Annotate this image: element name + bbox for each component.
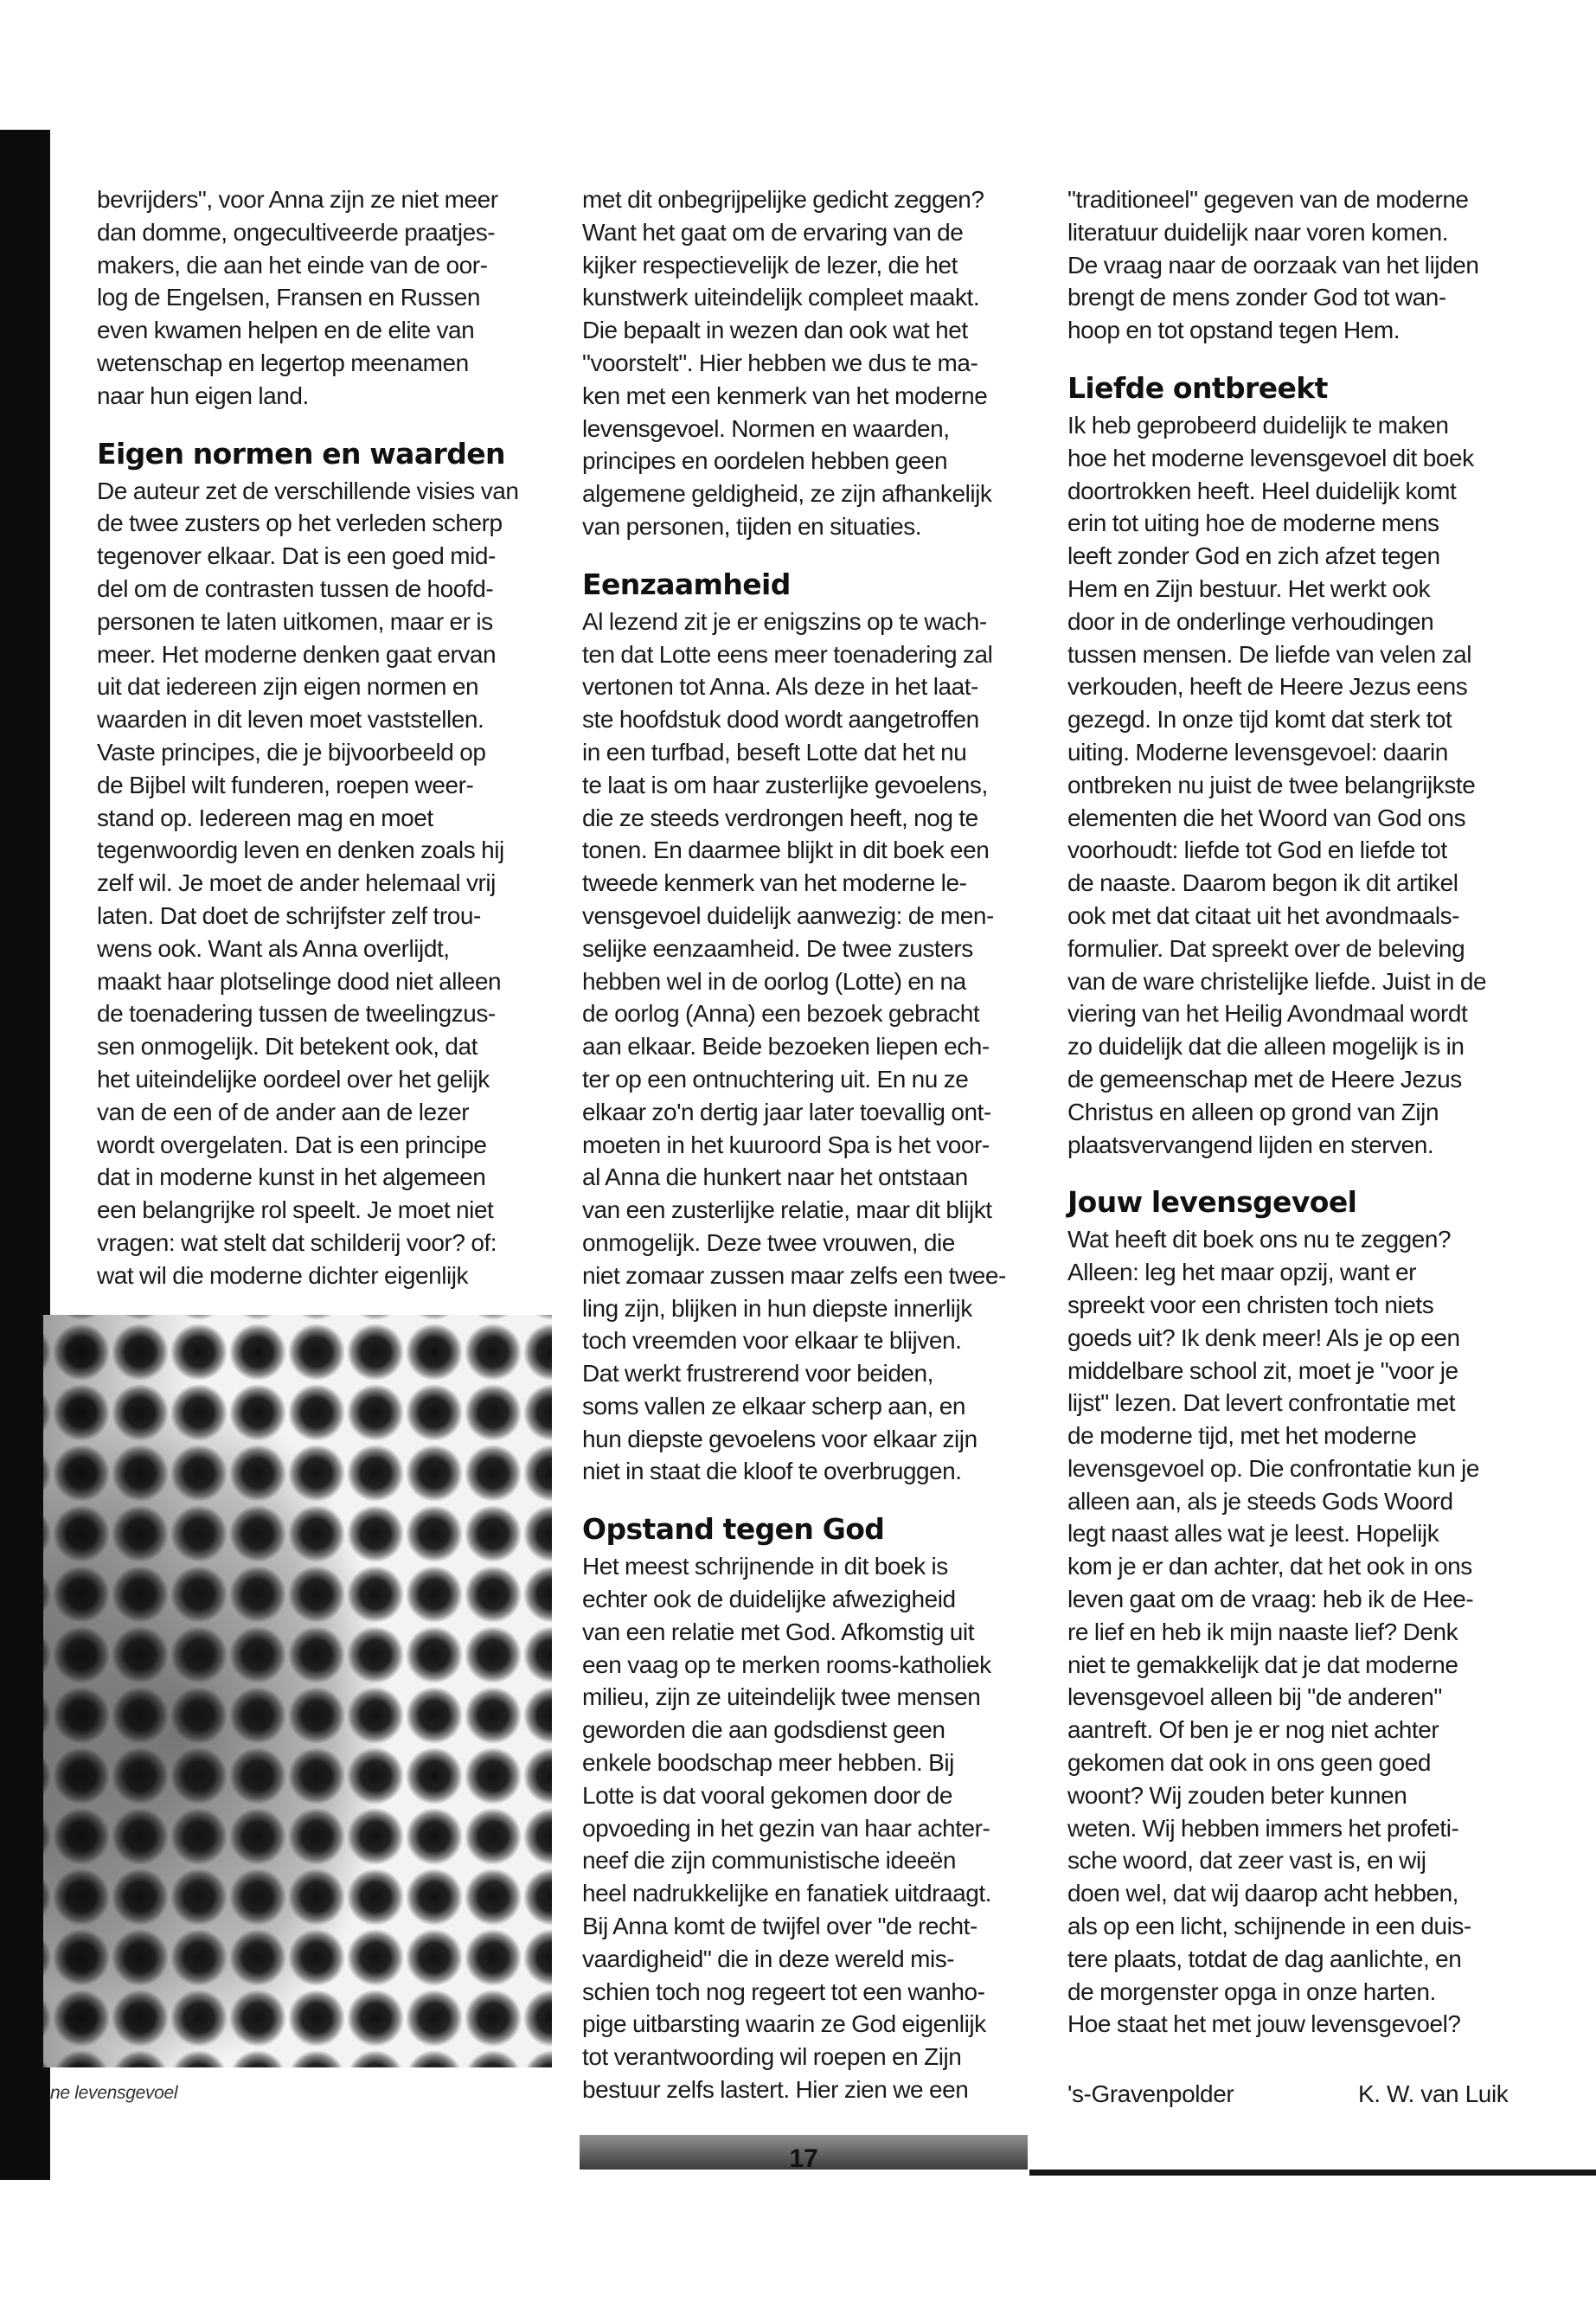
paragraph bbox=[97, 475, 547, 1292]
section-heading: Eigen normen en waarden bbox=[97, 436, 505, 471]
text-line: wens ook. Want als Anna overlijdt, bbox=[97, 934, 450, 962]
text-line: ter op een ontnuchtering uit. En nu ze bbox=[582, 1065, 969, 1093]
text-line: naar hun eigen land. bbox=[97, 381, 309, 409]
text-line: gekomen dat ook in ons geen goed bbox=[1067, 1749, 1432, 1777]
text-line: vaardigheid" die in deze wereld mis- bbox=[582, 1945, 955, 1972]
text-line: viering van het Heilig Avondmaal wordt bbox=[1067, 1000, 1468, 1028]
text-line: alleen aan, als je steeds Gods Woord bbox=[1067, 1487, 1453, 1515]
article-column-1 bbox=[97, 183, 547, 1292]
text-line: Vaste principes, die je bijvoorbeeld op bbox=[97, 738, 486, 766]
text-line: ling zijn, blijken in hun diepste innerlijk bbox=[582, 1294, 972, 1322]
text-line: elkaar zo'n dertig jaar later toevallig ont- bbox=[582, 1098, 991, 1125]
text-line: middelbare school zit, moet je "voor je bbox=[1067, 1356, 1458, 1384]
text-line: hoop en tot opstand tegen Hem. bbox=[1067, 317, 1401, 344]
text-line: tweede kenmerk van het moderne le- bbox=[582, 869, 967, 897]
text-line: even kwamen helpen en de elite van bbox=[97, 317, 475, 344]
text-line: Wat heeft dit boek ons nu te zeggen? bbox=[1067, 1226, 1452, 1253]
text-line: personen te laten uitkomen, maar er is bbox=[97, 607, 493, 635]
text-line: echter ook de duidelijke afwezigheid bbox=[582, 1586, 956, 1613]
text-line: zo duidelijk dat die alleen mogelijk is in bbox=[1067, 1033, 1465, 1061]
text-line: zelf wil. Je moet de ander helemaal vrij bbox=[97, 869, 496, 897]
text-line: sen onmogelijk. Dit betekent ook, dat bbox=[97, 1033, 478, 1061]
text-line: al Anna die hunkert naar het ontstaan bbox=[582, 1163, 968, 1191]
text-line: Het meest schrijnende in dit boek is bbox=[582, 1553, 948, 1580]
text-line: bestuur zelfs lastert. Hier zien we een bbox=[582, 2076, 969, 2104]
paragraph bbox=[1067, 1223, 1522, 2041]
text-line: aantreft. Of ben je er nog niet achter bbox=[1067, 1716, 1439, 1744]
text-line: weten. Wij hebben immers het profeti- bbox=[1067, 1814, 1459, 1842]
paragraph bbox=[1067, 409, 1522, 1161]
text-line: meer. Het moderne denken gaat ervan bbox=[97, 640, 497, 668]
text-line: levensgevoel op. Die confrontatie kun je bbox=[1067, 1454, 1480, 1482]
text-line: tonen. En daarmee blijkt in dit boek een bbox=[582, 836, 990, 864]
text-line: levensgevoel. Normen en waarden, bbox=[582, 414, 950, 442]
paragraph bbox=[582, 1550, 1034, 2106]
text-line: de Bijbel wilt funderen, roepen weer- bbox=[97, 771, 474, 798]
text-line: niet in staat die kloof te overbruggen. bbox=[582, 1458, 962, 1485]
text-line: Ik heb geprobeerd duidelijk te maken bbox=[1067, 411, 1449, 439]
text-line: Hem en Zijn bestuur. Het werkt ook bbox=[1067, 574, 1430, 602]
text-line: doen wel, dat wij daarop acht hebben, bbox=[1067, 1880, 1459, 1907]
text-line: als op een licht, schijnende in een duis- bbox=[1067, 1913, 1471, 1940]
text-line: Hoe staat het met jouw levensgevoel? bbox=[1067, 2010, 1461, 2038]
text-line: met dit onbegrijpelijke gedicht zeggen? bbox=[582, 186, 984, 213]
text-line: de gemeenschap met de Heere Jezus bbox=[1067, 1065, 1462, 1093]
page-number-bar bbox=[580, 2135, 1028, 2173]
text-line: Die bepaalt in wezen dan ook wat het bbox=[582, 317, 968, 344]
text-line: de naaste. Daarom begon ik dit artikel bbox=[1067, 869, 1458, 897]
halftone-shading bbox=[43, 1315, 552, 2067]
text-line: plaatsvervangend lijden en sterven. bbox=[1067, 1131, 1434, 1158]
signature-author: K. W. van Luik bbox=[1358, 2080, 1509, 2107]
text-line: del om de contrasten tussen de hoofd- bbox=[97, 574, 494, 602]
signature-place: 's-Gravenpolder bbox=[1067, 2080, 1234, 2107]
text-line: opvoeding in het gezin van haar achter- bbox=[582, 1814, 990, 1842]
text-line: goeds uit? Ik denk meer! Als je op een bbox=[1067, 1324, 1460, 1351]
text-line: schien toch nog regeert tot een wanho- bbox=[582, 1977, 985, 2005]
text-line: pige uitbarsting waarin ze God eigenlijk bbox=[582, 2010, 986, 2038]
text-line: voorhoudt: liefde tot God en liefde tot bbox=[1067, 836, 1447, 864]
text-line: de moderne tijd, met het moderne bbox=[1067, 1422, 1417, 1450]
text-line: sche woord, dat zeer vast is, en wij bbox=[1067, 1847, 1426, 1875]
text-line: verkouden, heeft de Heere Jezus eens bbox=[1067, 673, 1468, 701]
text-line: moeten in het kuuroord Spa is het voor- bbox=[582, 1131, 990, 1158]
text-line: tegenwoordig leven en denken zoals hij bbox=[97, 836, 504, 864]
paragraph bbox=[582, 606, 1034, 1489]
text-line: stand op. Iedereen mag en moet bbox=[97, 804, 433, 831]
section-heading: Opstand tegen God bbox=[582, 1512, 885, 1547]
text-line: Dat werkt frustrerend voor beiden, bbox=[582, 1360, 934, 1388]
text-line: laten. Dat doet de schrijfster zelf trou- bbox=[97, 901, 481, 929]
text-line: "voorstelt". Hier hebben we dus te ma- bbox=[582, 349, 978, 376]
text-line: literatuur duidelijk naar voren komen. bbox=[1067, 218, 1449, 246]
text-line: vertonen tot Anna. Als deze in het laat- bbox=[582, 673, 978, 701]
text-line: wordt overgelaten. Dat is een principe bbox=[97, 1131, 487, 1158]
text-line: leven gaat om de vraag: heb ik de Hee- bbox=[1067, 1586, 1474, 1613]
text-line: tere plaats, totdat de dag aanlichte, en bbox=[1067, 1945, 1462, 1972]
text-line: van de ware christelijke liefde. Juist in de bbox=[1067, 967, 1487, 995]
text-line: neef die zijn communistische ideeën bbox=[582, 1847, 957, 1875]
illustration-caption: ne levensgevoel bbox=[50, 2083, 178, 2103]
text-line: uit dat iedereen zijn eigen normen en bbox=[97, 673, 479, 701]
paragraph bbox=[582, 183, 1034, 543]
text-line: van personen, tijden en situaties. bbox=[582, 512, 922, 540]
text-line: ontbreken nu juist de twee belangrijkste bbox=[1067, 771, 1476, 798]
text-line: De auteur zet de verschillende visies van bbox=[97, 477, 519, 504]
text-line: Christus en alleen op grond van Zijn bbox=[1067, 1098, 1439, 1125]
text-line: hun diepste gevoelens voor elkaar zijn bbox=[582, 1425, 977, 1452]
section-heading: Jouw levensgevoel bbox=[1067, 1185, 1357, 1220]
text-line: hebben wel in de oorlog (Lotte) en na bbox=[582, 967, 966, 995]
text-line: kunstwerk uiteindelijk compleet maakt. bbox=[582, 284, 980, 311]
text-line: ten dat Lotte eens meer toenadering zal bbox=[582, 640, 993, 668]
text-line: geworden die aan godsdienst geen bbox=[582, 1716, 945, 1744]
article-column-3 bbox=[1067, 183, 1522, 2041]
text-line: dat in moderne kunst in het algemeen bbox=[97, 1163, 486, 1191]
text-line: het uiteindelijke oordeel over het gelijk bbox=[97, 1065, 490, 1093]
text-line: "traditioneel" gegeven van de moderne bbox=[1067, 186, 1469, 213]
text-line: ste hoofdstuk dood wordt aangetroffen bbox=[582, 706, 979, 734]
text-line: kom je er dan achter, dat het ook in ons bbox=[1067, 1553, 1472, 1580]
text-line: vragen: wat stelt dat schilderij voor? of: bbox=[97, 1228, 497, 1256]
text-line: aan elkaar. Beide bezoeken liepen ech- bbox=[582, 1033, 990, 1061]
text-line: de oorlog (Anna) een bezoek gebracht bbox=[582, 1000, 980, 1028]
text-line: re lief en heb ik mijn naaste lief? Denk bbox=[1067, 1618, 1458, 1645]
text-line: spreekt voor een christen toch niets bbox=[1067, 1291, 1434, 1318]
paragraph bbox=[1067, 183, 1522, 347]
text-line: vensgevoel duidelijk aanwezig: de men- bbox=[582, 901, 994, 929]
text-line: doortrokken heeft. Heel duidelijk komt bbox=[1067, 477, 1457, 504]
text-line: tegenover elkaar. Dat is een goed mid- bbox=[97, 542, 496, 570]
text-line: wat wil die moderne dichter eigenlijk bbox=[97, 1261, 469, 1289]
text-line: lijst" lezen. Dat levert confrontatie met bbox=[1067, 1389, 1456, 1417]
text-line: een vaag op te merken rooms-katholiek bbox=[582, 1650, 991, 1678]
text-line: elementen die het Woord van God ons bbox=[1067, 804, 1466, 831]
text-line: heel nadrukkelijke en fanatiek uitdraagt. bbox=[582, 1880, 991, 1907]
text-line: uiting. Moderne levensgevoel: daarin bbox=[1067, 738, 1448, 766]
paragraph bbox=[97, 183, 547, 413]
text-line: onmogelijk. Deze twee vrouwen, die bbox=[582, 1228, 955, 1256]
text-line: Lotte is dat vooral gekomen door de bbox=[582, 1781, 952, 1809]
article-column-2 bbox=[582, 183, 1034, 2106]
text-line: ken met een kenmerk van het moderne bbox=[582, 381, 988, 409]
text-line: maakt haar plotselinge dood niet alleen bbox=[97, 967, 502, 995]
text-line: te laat is om haar zusterlijke gevoelens, bbox=[582, 771, 988, 798]
text-line: woont? Wij zouden beter kunnen bbox=[1067, 1781, 1407, 1809]
text-line: bevrijders", voor Anna zijn ze niet meer bbox=[97, 186, 498, 213]
text-line: kijker respectievelijk de lezer, die het bbox=[582, 251, 958, 279]
text-line: Want het gaat om de ervaring van de bbox=[582, 218, 964, 246]
text-line: die ze steeds verdrongen heeft, nog te bbox=[582, 804, 978, 831]
text-line: niet zomaar zussen maar zelfs een twee- bbox=[582, 1261, 1006, 1289]
text-line: de twee zusters op het verleden scherp bbox=[97, 510, 503, 537]
text-line: toch vreemden voor elkaar te blijven. bbox=[582, 1327, 962, 1355]
text-line: dan domme, ongecultiveerde praatjes- bbox=[97, 218, 496, 246]
halftone-illustration bbox=[43, 1315, 552, 2067]
text-line: door in de onderlinge verhoudingen bbox=[1067, 607, 1434, 635]
text-line: gezegd. In onze tijd komt dat sterk tot bbox=[1067, 706, 1452, 734]
text-line: formulier. Dat spreekt over de beleving bbox=[1067, 934, 1465, 962]
text-line: tussen mensen. De liefde van velen zal bbox=[1067, 640, 1472, 668]
text-line: leeft zonder God en zich afzet tegen bbox=[1067, 542, 1440, 570]
section-heading: Eenzaamheid bbox=[582, 567, 791, 601]
text-line: Bij Anna komt de twijfel over "de recht- bbox=[582, 1913, 977, 1940]
text-line: in een turfbad, beseft Lotte dat het nu bbox=[582, 738, 967, 766]
text-line: legt naast alles wat je leest. Hopelijk bbox=[1067, 1520, 1439, 1548]
section-heading: Liefde ontbreekt bbox=[1067, 370, 1328, 405]
text-line: van een relatie met God. Afkomstig uit bbox=[582, 1618, 975, 1645]
scan-top-margin bbox=[0, 0, 1596, 130]
text-line: levensgevoel alleen bij "de anderen" bbox=[1067, 1683, 1442, 1711]
text-line: niet te gemakkelijk dat je dat moderne bbox=[1067, 1650, 1458, 1678]
text-line: hoe het moderne levensgevoel dit boek bbox=[1067, 444, 1474, 471]
text-line: Alleen: leg het maar opzij, want er bbox=[1067, 1259, 1417, 1286]
text-line: de morgenster opga in onze harten. bbox=[1067, 1977, 1436, 2005]
text-line: wetenschap en legertop meenamen bbox=[97, 349, 469, 376]
text-line: brengt de mens zonder God tot wan- bbox=[1067, 284, 1446, 311]
text-line: makers, die aan het einde van de oor- bbox=[97, 251, 488, 279]
text-line: een belangrijke rol speelt. Je moet niet bbox=[97, 1196, 494, 1224]
text-line: waarden in dit leven moet vaststellen. bbox=[97, 706, 484, 734]
text-line: van een zusterlijke relatie, maar dit blijkt bbox=[582, 1196, 992, 1224]
text-line: erin tot uiting hoe de moderne mens bbox=[1067, 510, 1439, 537]
text-line: log de Engelsen, Fransen en Russen bbox=[97, 284, 480, 311]
text-line: ook met dat citaat uit het avondmaals- bbox=[1067, 901, 1460, 929]
text-line: principes en oordelen hebben geen bbox=[582, 447, 948, 475]
text-line: algemene geldigheid, ze zijn afhankelijk bbox=[582, 480, 992, 508]
text-line: van de een of de ander aan de lezer bbox=[97, 1098, 470, 1125]
page-number: 17 bbox=[789, 2144, 818, 2173]
text-line: tot verantwoording wil roepen en Zijn bbox=[582, 2043, 962, 2071]
text-line: enkele boodschap meer hebben. Bij bbox=[582, 1749, 954, 1777]
bottom-rule bbox=[1029, 2170, 1596, 2176]
text-line: de toenadering tussen de tweelingzus- bbox=[97, 1000, 496, 1028]
text-line: Al lezend zit je er enigszins op te wach- bbox=[582, 607, 987, 635]
text-line: milieu, zijn ze uiteindelijk twee mensen bbox=[582, 1683, 981, 1711]
text-line: De vraag naar de oorzaak van het lijden bbox=[1067, 251, 1479, 279]
text-line: soms vallen ze elkaar scherp aan, en bbox=[582, 1392, 966, 1420]
text-line: selijke eenzaamheid. De twee zusters bbox=[582, 934, 973, 962]
